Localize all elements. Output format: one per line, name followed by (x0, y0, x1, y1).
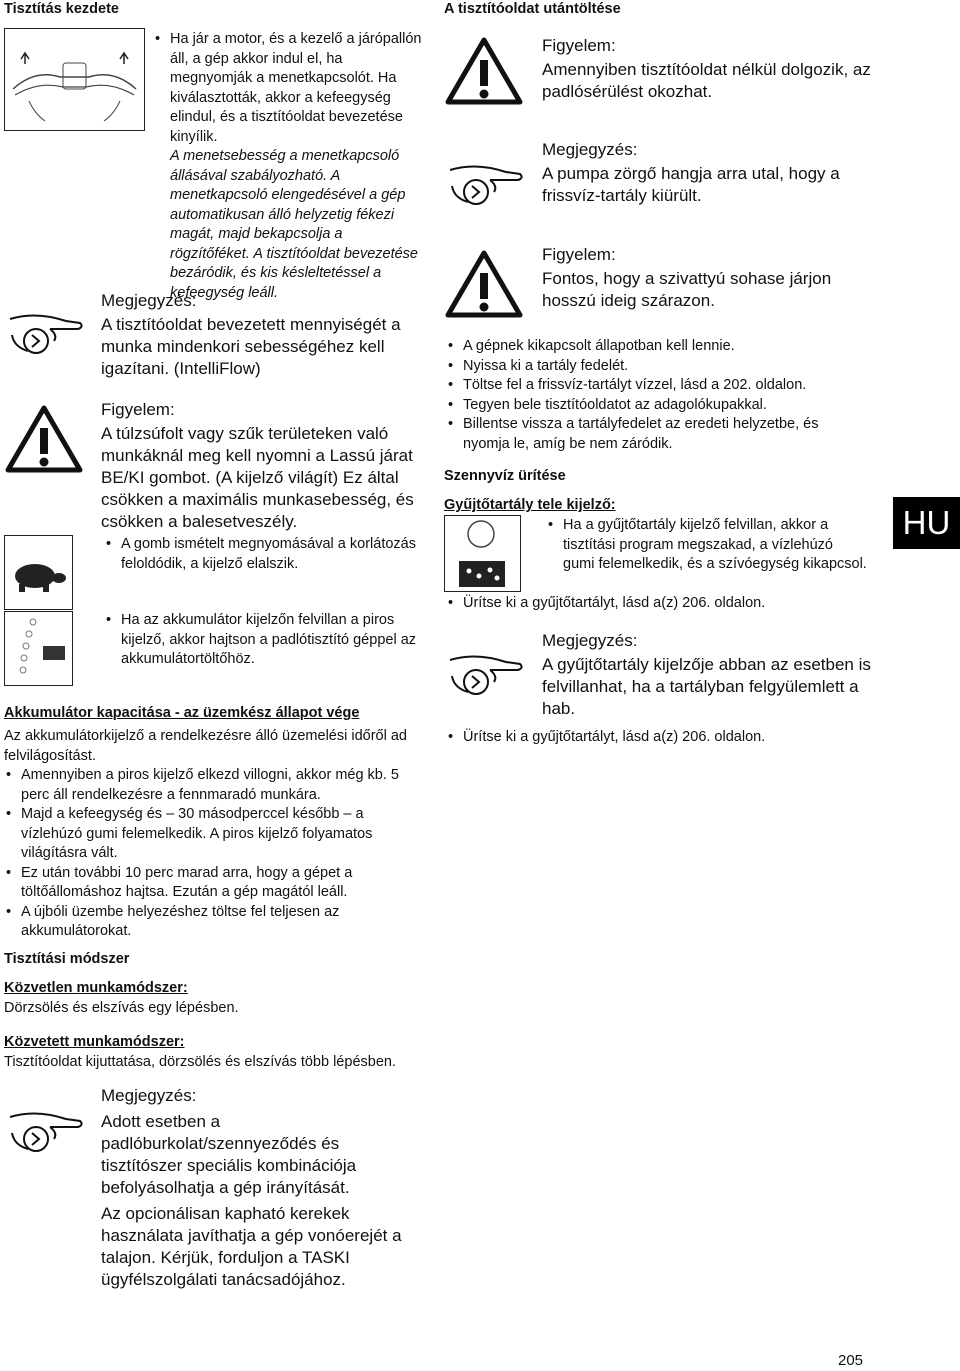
warning-text: A túlzsúfolt vagy szűk területeken való munkáknál meg kell nyomni a Lassú járat BE/KI gombot. (A kijelző világít) Ez által csökken a maximális munkasebesség, és csökken a balesetveszély. (101, 424, 414, 531)
battery-bullet-block (104, 611, 422, 670)
start-bullet-block (153, 30, 423, 303)
warning-block-1 (101, 399, 423, 533)
turtle-icon (5, 536, 72, 609)
indirect-heading: Közvetett munkamódszer: (4, 1034, 185, 1050)
note-label: Megjegyzés: (542, 631, 638, 650)
warning-triangle-icon (4, 404, 84, 474)
warning-label: Figyelem: (542, 36, 616, 55)
warning-text: Fontos, hogy a szivattyú sohase járjon hosszú ideig szárazon. (542, 269, 832, 310)
note-label: Megjegyzés: (542, 140, 638, 159)
tank-full-icon (445, 516, 520, 591)
pointing-hand-icon (446, 646, 526, 704)
note-block-r1 (542, 139, 872, 207)
turtle-figure (4, 535, 73, 610)
language-tab: HU (893, 497, 960, 549)
battery-bullet: • Ha az akkumulátor kijelzőn felvillan a piros kijelző, akkor hajtson a padlótisztító géppel az akkumulátortöltőhöz. (104, 611, 422, 670)
refill-list-item: • Nyissa ki a tartály fedelét. (446, 357, 866, 377)
battery-list-item: • A újbóli üzembe helyezéshez töltse fel teljesen az akkumulátorokat. (4, 903, 424, 942)
warning-label: Figyelem: (542, 245, 616, 264)
handle-switch-icon (5, 29, 144, 130)
battery-list-item: • Amennyiben a piros kijelző elkezd villogni, akkor még kb. 5 perc áll rendelkezésre a fennmaradó munkára. (4, 766, 424, 805)
battery-section (4, 727, 424, 942)
page-number: 205 (838, 1352, 864, 1369)
handle-switch-figure (4, 28, 145, 131)
note-label: Megjegyzés: (101, 291, 197, 310)
start-italic-text: A menetsebesség a menetkapcsoló állásával szabályozható. A menetkapcsoló elengedésével a gép automatikusan álló helyzetig fékezi magát, majd bekapcsolja a rögzítőféket. A tisztítóoldat bevezetése bezáródik, és kis késleltetéssel a kefeegység leáll. (170, 148, 418, 301)
empty-tank-bullet: • Ürítse ki a gyűjtőtartályt, lásd a(z) 206. oldalon. (446, 594, 866, 614)
direct-text: Dörzsölés és elszívás egy lépésben. (4, 1000, 239, 1016)
warning-block-r2 (542, 244, 872, 312)
waste-heading: Szennyvíz ürítése (444, 468, 566, 484)
note-text: Az opcionálisan kapható kerekek használata javíthatja a gép vonóerejét a talajon. Kérjük, forduljon a TASKI ügyfélszolgálati tanácsadójához. (101, 1204, 402, 1289)
warning-triangle-icon (444, 249, 524, 319)
refill-list (446, 337, 866, 454)
note-block-r2 (542, 630, 872, 720)
battery-intro: Az akkumulátorkijelző a rendelkezésre álló üzemelési időről ad felvilágosítást. (4, 728, 407, 764)
method-heading: Tisztítási módszer (4, 951, 130, 967)
tank-full-bullet-block (546, 516, 868, 575)
pointing-hand-icon (6, 305, 86, 363)
slow-bullet-block (104, 535, 422, 574)
warning-block-r1 (542, 35, 872, 103)
note-label: Megjegyzés: (101, 1086, 197, 1105)
empty-bullet-2-block (446, 728, 866, 748)
section-heading-start: Tisztítás kezdete (4, 1, 119, 17)
refill-list-item: • Töltse fel a frissvíz-tartályt vízzel, lásd a 202. oldalon. (446, 376, 866, 396)
indirect-text: Tisztítóoldat kijuttatása, dörzsölés és elszívás több lépésben. (4, 1054, 396, 1070)
slow-bullet: • A gomb ismételt megnyomásával a korlátozás feloldódik, a kijelző elalszik. (104, 535, 422, 574)
empty-tank-bullet: • Ürítse ki a gyűjtőtartályt, lásd a(z) 206. oldalon. (446, 728, 866, 748)
note-block-1 (101, 290, 423, 380)
tank-full-bullet: • Ha a gyűjtőtartály kijelző felvillan, akkor a tisztítási program megszakad, a vízlehúzó gumi felemelkedik, és a szívóegység kikapcsol. (546, 516, 868, 575)
warning-triangle-icon (444, 36, 524, 106)
note-text: Adott esetben a padlóburkolat/szennyeződés és tisztítószer speciális kombinációja befolyásolhatja a gép irányítását. (101, 1112, 357, 1197)
warning-label: Figyelem: (101, 400, 175, 419)
note-block-2 (101, 1085, 423, 1291)
note-text: A tisztítóoldat bevezetett mennyiségét a munka mindenkori sebességéhez kell igazítani. (IntelliFlow) (101, 315, 401, 378)
warning-text: Amennyiben tisztítóoldat nélkül dolgozik, az padlósérülést okozhat. (542, 60, 871, 101)
battery-indicator-icon (5, 612, 72, 685)
refill-list-item: • A gépnek kikapcsolt állapotban kell lennie. (446, 337, 866, 357)
pointing-hand-icon (6, 1103, 86, 1161)
start-bullet: • Ha jár a motor, és a kezelő a járópallón áll, a gép akkor indul el, ha megnyomják a menetkapcsolót. Ha kiválasztották, akkor a kefeegység elindul, és a tisztítóoldat bevezetése kinyílik. (153, 30, 423, 147)
pointing-hand-icon (446, 156, 526, 214)
note-text: A pumpa zörgő hangja arra utal, hogy a frissvíz-tartály kiürült. (542, 164, 840, 205)
battery-list-item: • Ez után további 10 perc marad arra, hogy a gépet a töltőállomáshoz hajtsa. Ezután a gép magától leáll. (4, 864, 424, 903)
direct-heading: Közvetlen munkamódszer: (4, 980, 188, 996)
battery-list-item: • Majd a kefeegység és – 30 másodperccel később – a vízlehúzó gumi felemelkedik. A piros kijelző folyamatos világításra vált. (4, 805, 424, 864)
tank-full-figure (444, 515, 521, 592)
battery-figure (4, 611, 73, 686)
tank-full-heading: Gyűjtőtartály tele kijelző: (444, 497, 616, 513)
note-text: A gyűjtőtartály kijelzője abban az esetben is felvillanhat, ha a tartályban felgyülemlett a hab. (542, 655, 871, 718)
refill-heading: A tisztítóoldat utántöltése (444, 1, 621, 17)
battery-heading: Akkumulátor kapacitása - az üzemkész állapot vége (4, 705, 360, 721)
empty-bullet-1-block (446, 594, 866, 614)
refill-list-item: • Billentse vissza a tartályfedelet az eredeti helyzetbe, és nyomja le, amíg be nem záródik. (446, 415, 866, 454)
refill-list-item: • Tegyen bele tisztítóoldatot az adagolókupakkal. (446, 396, 866, 416)
